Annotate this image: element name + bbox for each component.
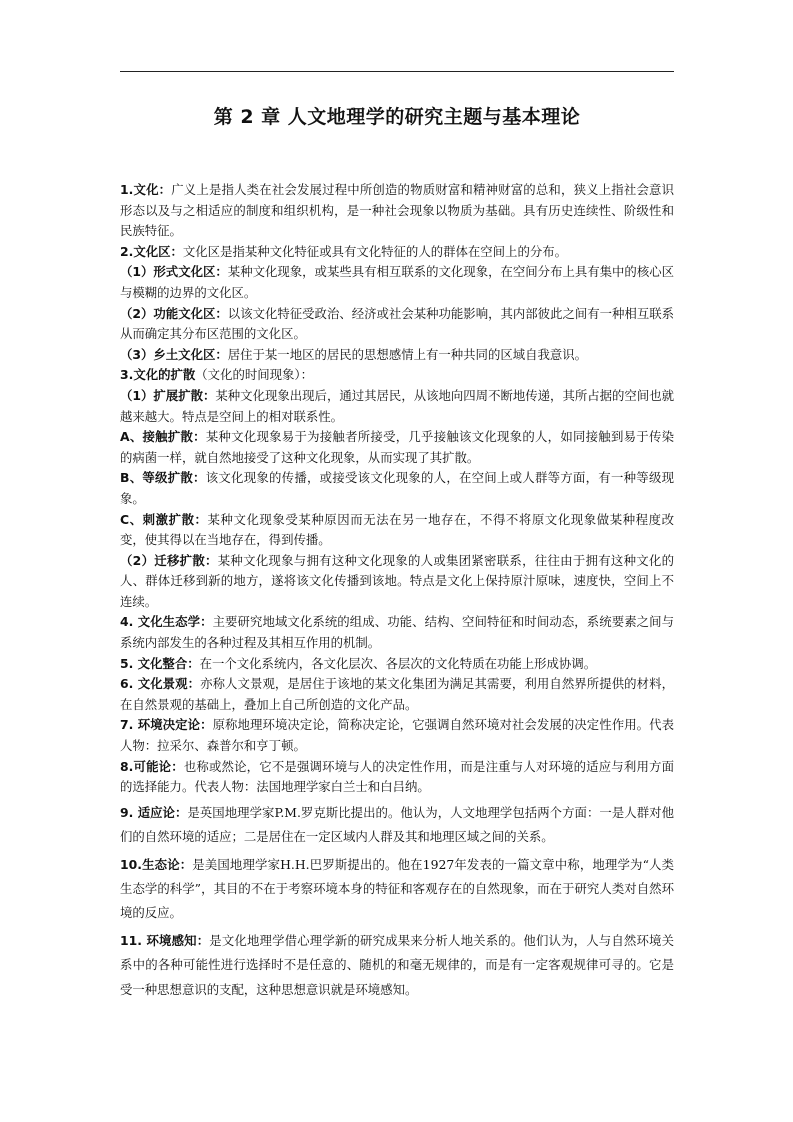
entry-term: 5. 文化整合：	[120, 655, 200, 671]
entry-hierarchical-diffusion	[120, 468, 674, 509]
entry-culture-region	[120, 242, 674, 263]
entry-text: 是美国地理学家H.H.巴罗斯提出的。他在1927年发表的一篇文章中称，地理学为“人类生态学的科学”，其目的不在于考察环境本身的特征和客观存在的自然现象，而在于研究人类对自然环境的反应。	[120, 856, 674, 921]
entry-adaptation-theory	[120, 801, 674, 850]
entry-text: 在一个文化系统内，各文化层次、各层次的文化特质在功能上形成协调。	[199, 655, 597, 671]
entry-text: 以该文化特征受政治、经济或社会某种功能影响，其内部彼此之间有一种相互联系从而确定其分布区范围的文化区。	[120, 305, 675, 342]
entry-term: 10.生态论：	[120, 856, 193, 872]
entry-term: （1）形式文化区：	[120, 264, 228, 280]
header-rule	[120, 71, 674, 72]
entry-term: A、接触扩散：	[120, 429, 206, 445]
entry-text: 广义上是指人类在社会发展过程中所创造的物质财富和精神财富的总和，狭义上指社会意识形态以及与之相适应的制度和组织机构，是一种社会现象以物质为基础。具有历史连续性、阶级性和民族特征。	[120, 182, 674, 239]
entry-text: （文化的时间现象）：	[195, 367, 314, 383]
entry-contact-diffusion	[120, 427, 674, 468]
entry-functional-region	[120, 304, 674, 345]
entry-cultural-landscape	[120, 674, 674, 715]
entry-relocation-diffusion	[120, 551, 674, 613]
entry-term: 4. 文化生态学：	[120, 614, 213, 630]
entry-text: 主要研究地域文化系统的组成、功能、结构、空间特征和时间动态，系统要素之间与系统内部发生的各种过程及其相互作用的机制。	[120, 614, 675, 651]
entry-term: 3.文化的扩散	[120, 367, 196, 383]
entry-cultural-ecology	[120, 612, 674, 653]
entry-term: 9. 适应论：	[120, 804, 188, 820]
entry-diffusion	[120, 365, 674, 386]
entry-environmental-determinism	[120, 715, 674, 756]
entry-text: 也称或然论，它不是强调环境与人的决定性作用，而是注重与人对环境的适应与利用方面的选择能力。代表人物：法国地理学家白兰士和白吕纳。	[120, 758, 674, 795]
entry-text: 居住于某一地区的居民的思想感情上有一种共同的区域自我意识。	[227, 346, 588, 362]
entry-term: 1.文化：	[120, 182, 172, 197]
entry-term: 6. 文化景观：	[120, 676, 201, 692]
entry-text: 是文化地理学借心理学新的研究成果来分析人地关系的。他们认为，人与自然环境关系中的各种可能性进行选择时不是任意的、随机的和毫无规律的，而是有一定客观规律可寻的。它是受一种思想意识的支配，这种思想意识就是环境感知。	[120, 932, 674, 997]
entry-term: C、刺激扩散：	[120, 511, 208, 527]
entry-text: 某种文化现象易于为接触者所接受，几乎接触该文化现象的人，如同接触到易于传染的病菌一样，就自然地接受了这种文化现象，从而实现了其扩散。	[120, 429, 675, 465]
entry-term: （3）乡土文化区：	[120, 346, 228, 362]
entry-term: 8.可能论：	[120, 758, 184, 774]
entry-term: 7. 环境决定论：	[120, 717, 213, 733]
entry-text: 某种文化现象出现后，通过其居民，从该地向四周不断地传递，其所占据的空间也就越来越大。特点是空间上的相对联系性。	[120, 387, 674, 424]
chapter-title: 第 2 章 人文地理学的研究主题与基本理论	[213, 106, 581, 128]
entry-term: （2）功能文化区：	[120, 305, 228, 321]
entry-term: （1）扩展扩散：	[120, 387, 216, 403]
entry-text: 亦称人文景观，是居住于该地的某文化集团为满足其需要，利用自然界所提供的材料，在自然景观的基础上，叠加上自己所创造的文化产品。	[120, 676, 674, 712]
entry-text: 某种文化现象，或某些具有相互联系的文化现象，在空间分布上具有集中的核心区与模糊的边界的文化区。	[120, 264, 675, 300]
entry-expansion-diffusion	[120, 386, 674, 427]
entry-environmental-perception	[120, 929, 674, 1002]
entry-text: 是英国地理学家P.M.罗克斯比提出的。他认为，人文地理学包括两个方面：一是人群对他们的自然环境的适应；二是居住在一定区域内人群及其和地理区域之间的关系。	[120, 804, 674, 845]
entry-vernacular-region	[120, 345, 674, 366]
entry-text: 原称地理环境决定论，简称决定论，它强调自然环境对社会发展的决定性作用。代表人物：拉采尔、森普尔和亨丁顿。	[120, 717, 675, 754]
entry-text: 该文化现象的传播，或接受该文化现象的人，在空间上或人群等方面，有一种等级现象。	[120, 470, 674, 506]
entry-stimulus-diffusion	[120, 510, 674, 551]
entry-text: 某种文化现象受某种原因而无法在另一地存在，不得不将原文化现象做某种程度改变，使其得以在当地存在，得到传播。	[120, 511, 675, 548]
entry-culture	[120, 180, 674, 242]
entry-term: 11. 环境感知：	[120, 932, 210, 948]
entry-ecology-theory	[120, 853, 674, 926]
document-body	[120, 180, 674, 1002]
entry-possibilism	[120, 757, 674, 798]
entry-cultural-integration	[120, 654, 674, 675]
entry-formal-region	[120, 262, 674, 303]
entry-term: 2.文化区：	[120, 243, 183, 259]
entry-text: 某种文化现象与拥有这种文化现象的人或集团紧密联系，往往由于拥有这种文化的人、群体迁移到新的地方，遂将该文化传播到该地。特点是文化上保持原汁原味，速度快，空间上不连续。	[120, 552, 675, 609]
entry-text: 文化区是指某种文化特征或具有文化特征的人的群体在空间上的分布。	[182, 243, 568, 259]
entry-term: B、等级扩散：	[120, 470, 206, 486]
entry-term: （2）迁移扩散：	[120, 552, 218, 568]
